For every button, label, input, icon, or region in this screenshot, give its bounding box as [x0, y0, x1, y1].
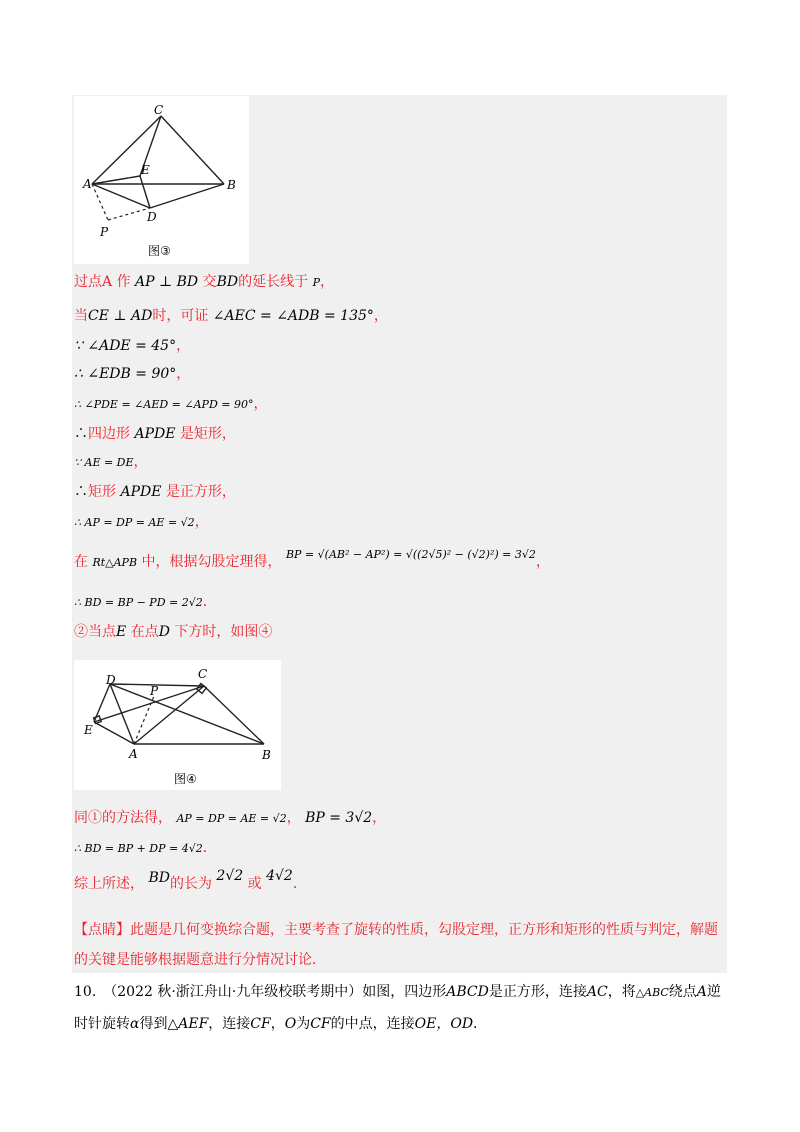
- text: 的中点，连接: [330, 1016, 415, 1032]
- text: 同①的方法得，: [74, 810, 172, 826]
- comment-line-2: 的关键是能够根据题意进行分情况讨论．: [74, 952, 326, 968]
- text: 综上所述，: [74, 876, 144, 892]
- solution-line-6: [74, 424, 236, 444]
- math: OE，OD: [414, 1016, 474, 1032]
- text: 绕点: [668, 984, 697, 1000]
- text: 中，根据勾股定理得，: [141, 554, 282, 570]
- text: A: [102, 274, 113, 290]
- math: CF: [250, 1016, 271, 1032]
- math: α: [130, 1016, 140, 1032]
- text: ．: [202, 840, 217, 856]
- fig4-label-e: E: [84, 723, 93, 737]
- math: ∴ ∠PDE = ∠AED = ∠APD = 90°: [74, 398, 254, 411]
- text: ，: [373, 308, 388, 324]
- text: 是正方形，: [165, 484, 236, 500]
- solution-line-11: [74, 592, 217, 613]
- text: ，: [270, 1016, 285, 1032]
- math: BD: [148, 870, 170, 886]
- text: ，: [372, 810, 387, 826]
- math: ∴ BD = BP − PD = 2√2: [74, 596, 203, 609]
- figure-3-caption: 图③: [148, 244, 171, 258]
- text: 在点: [130, 624, 159, 640]
- math: BP = √(AB² − AP²) = √((2√5)² − (√2)²) = 3√2: [285, 548, 536, 561]
- math: ∵ ∠ADE = 45°: [74, 338, 177, 354]
- text: ，: [133, 454, 148, 470]
- text: ，: [319, 274, 334, 290]
- solution-line-10: [74, 548, 550, 573]
- text: 为: [296, 1016, 311, 1032]
- text: 作: [116, 274, 131, 290]
- fig3-label-e: E: [141, 163, 150, 177]
- math: ∠AEC = ∠ADB = 135°: [212, 308, 374, 324]
- math: A: [696, 984, 707, 1000]
- text: ，: [253, 396, 268, 412]
- math: 2√2: [216, 868, 244, 884]
- math: BP = 3√2: [305, 810, 373, 826]
- solution-line-1: [74, 272, 334, 293]
- fig4-label-a: A: [129, 747, 138, 761]
- math: D: [158, 624, 170, 640]
- text: ②当点: [74, 624, 116, 640]
- text: 四边形: [88, 426, 130, 442]
- fig3-label-c: C: [154, 103, 164, 117]
- solution-line-3: [74, 336, 190, 356]
- text: 10. （2022 秋·浙江舟山·九年级校联考期中）如图，四边形: [74, 984, 447, 1000]
- math: △AEF: [167, 1016, 209, 1032]
- comment-line-1: 【点睛】此题是几何变换综合题，主要考查了旋转的性质，勾股定理，正方形和矩形的性质与判定，解题: [74, 922, 718, 938]
- text: ．: [292, 876, 307, 892]
- text: ，将: [607, 984, 636, 1000]
- question-10-line-1: [74, 982, 721, 1003]
- solution-line-13: [74, 808, 386, 829]
- text: ∴: [74, 484, 88, 500]
- math: APDE: [120, 484, 162, 500]
- solution-line-2: [74, 306, 388, 326]
- fig4-label-b: B: [262, 748, 271, 762]
- text: 时，可证: [152, 308, 209, 324]
- text: 的长为: [169, 876, 212, 892]
- math: Rt△APB: [92, 556, 138, 569]
- figure-4: [74, 660, 281, 790]
- solution-line-9: [74, 512, 209, 533]
- math: AP = DP = AE = √2: [176, 812, 287, 825]
- math: APDE: [134, 426, 176, 442]
- fig3-label-p: P: [100, 225, 109, 239]
- fig4-label-d: D: [106, 673, 116, 687]
- math: ABCD: [446, 984, 489, 1000]
- text: ，: [176, 366, 191, 382]
- figure-3-diagram: [74, 96, 249, 264]
- text: 的延长线于: [238, 274, 309, 290]
- solution-line-4: [74, 364, 190, 384]
- text: 或: [247, 876, 262, 892]
- math: ∵ AE = DE: [74, 456, 134, 469]
- math: ∴ BD = BP + DP = 4√2: [74, 842, 203, 855]
- text: ．: [202, 594, 217, 610]
- text: 下方时，如图④: [174, 624, 273, 640]
- text: 在: [74, 554, 88, 570]
- math: BD: [216, 274, 239, 290]
- text: ，连接: [208, 1016, 251, 1032]
- math: CF: [310, 1016, 331, 1032]
- text: ，: [286, 810, 301, 826]
- solution-line-12: [74, 622, 272, 642]
- text: 时针旋转: [74, 1016, 130, 1032]
- math: P: [312, 276, 320, 289]
- solution-line-15: [74, 868, 307, 894]
- figure-4-caption: 图④: [174, 772, 197, 786]
- fig4-label-c: C: [198, 667, 208, 681]
- fig3-label-a: A: [83, 177, 92, 191]
- fig4-label-p: P: [150, 684, 159, 698]
- text: 逆: [706, 984, 721, 1000]
- solution-line-7: [74, 452, 148, 473]
- math: O: [284, 1016, 297, 1032]
- text: 得到: [139, 1016, 168, 1032]
- math: E: [116, 624, 127, 640]
- math: AP ⊥ BD: [135, 274, 199, 290]
- text: 矩形: [88, 484, 116, 500]
- fig3-label-d: D: [147, 210, 157, 224]
- math: 4√2: [266, 868, 293, 884]
- fig3-label-b: B: [227, 178, 236, 192]
- text: ，: [194, 514, 209, 530]
- question-10-line-2: [74, 1014, 487, 1034]
- math: CE ⊥ AD: [88, 308, 153, 324]
- figure-3: [74, 96, 249, 264]
- solution-line-14: [74, 838, 217, 859]
- text: 是正方形，连接: [488, 984, 587, 1000]
- text: 是矩形，: [179, 426, 236, 442]
- math: △ABC: [635, 986, 669, 999]
- text: ．: [473, 1016, 488, 1032]
- solution-line-5: [74, 394, 267, 415]
- math: AC: [586, 984, 608, 1000]
- text: 过点: [74, 274, 102, 290]
- text: ∴: [74, 426, 88, 442]
- text: 交: [202, 274, 217, 290]
- math: ∴ AP = DP = AE = √2: [74, 516, 195, 529]
- text: 当: [74, 308, 88, 324]
- solution-line-8: [74, 482, 236, 502]
- math: ∴ ∠EDB = 90°: [74, 366, 177, 382]
- text: ，: [176, 338, 191, 354]
- text: ，: [535, 554, 550, 570]
